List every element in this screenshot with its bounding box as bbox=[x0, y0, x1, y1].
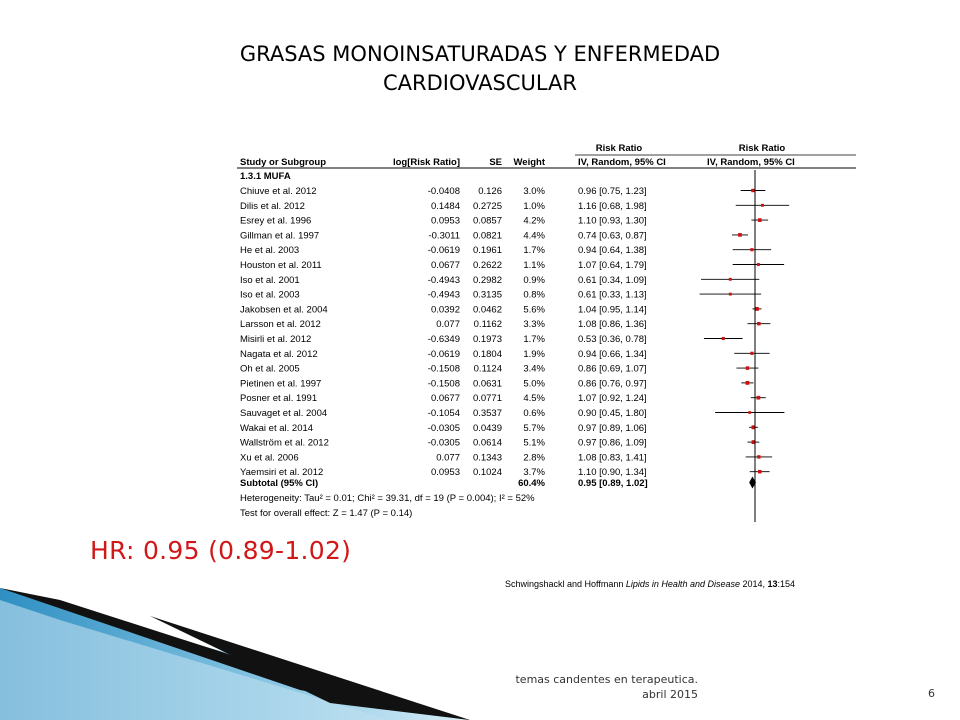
study-weight: 3.4% bbox=[523, 363, 545, 375]
study-ci: 0.74 [0.63, 0.87] bbox=[578, 230, 647, 242]
study-row bbox=[240, 230, 748, 241]
study-weight: 4.2% bbox=[523, 215, 545, 227]
point-estimate-marker bbox=[757, 455, 760, 458]
footer-line2: abril 2015 bbox=[642, 688, 698, 701]
study-log-rr: 0.0953 bbox=[430, 215, 460, 227]
point-estimate-marker bbox=[750, 248, 753, 251]
study-se: 0.0462 bbox=[472, 304, 502, 316]
study-ci: 0.53 [0.36, 0.78] bbox=[578, 334, 647, 345]
study-name: Esrey et al. 1996 bbox=[240, 215, 312, 227]
study-ci: 0.94 [0.66, 1.34] bbox=[578, 348, 647, 360]
study-name: Larsson et al. 2012 bbox=[240, 319, 321, 331]
point-estimate-marker bbox=[746, 366, 749, 369]
study-se: 0.0614 bbox=[472, 437, 502, 449]
study-log-rr: 0.0677 bbox=[430, 393, 460, 405]
point-estimate-marker bbox=[748, 411, 751, 414]
study-name: He et al. 2003 bbox=[240, 245, 300, 257]
study-weight: 1.0% bbox=[523, 200, 545, 212]
study-ci: 0.61 [0.34, 1.09] bbox=[578, 274, 647, 286]
slide-title-line1: GRASAS MONOINSATURADAS Y ENFERMEDAD bbox=[239, 42, 721, 66]
study-row bbox=[240, 467, 770, 478]
study-row bbox=[240, 260, 784, 271]
study-weight: 1.9% bbox=[523, 348, 545, 360]
study-se: 0.1343 bbox=[472, 452, 502, 464]
hazard-ratio-result: HR: 0.95 (0.89-1.02) bbox=[90, 536, 352, 565]
citation bbox=[505, 579, 795, 589]
study-row bbox=[240, 408, 784, 419]
study-weight: 0.9% bbox=[523, 274, 545, 286]
study-name: Xu et al. 2006 bbox=[240, 452, 299, 464]
point-estimate-marker bbox=[761, 204, 764, 207]
study-log-rr: -0.0305 bbox=[427, 437, 460, 449]
point-estimate-marker bbox=[758, 470, 762, 474]
study-weight: 1.1% bbox=[523, 260, 545, 271]
point-estimate-marker bbox=[751, 189, 754, 192]
point-estimate-marker bbox=[746, 381, 750, 385]
heterogeneity-text: Heterogeneity: Tau² = 0.01; Chi² = 39.31, df = 19 (P = 0.004); I² = 52% bbox=[240, 493, 535, 504]
study-log-rr: -0.0619 bbox=[427, 348, 460, 360]
study-ci: 0.86 [0.76, 0.97] bbox=[578, 378, 647, 390]
point-estimate-marker bbox=[738, 233, 742, 237]
study-se: 0.0857 bbox=[472, 215, 502, 227]
study-weight: 5.1% bbox=[523, 437, 545, 449]
col-study-header: Study or Subgroup bbox=[240, 157, 327, 168]
study-name: Chiuve et al. 2012 bbox=[240, 186, 317, 197]
study-name: Oh et al. 2005 bbox=[240, 363, 300, 375]
study-ci: 0.97 [0.89, 1.06] bbox=[578, 422, 647, 434]
study-log-rr: -0.1508 bbox=[427, 378, 460, 390]
subtotal-ci: 0.95 [0.89, 1.02] bbox=[578, 478, 648, 489]
study-ci: 0.96 [0.75, 1.23] bbox=[578, 186, 647, 197]
citation-volume: 13 bbox=[767, 579, 778, 589]
study-se: 0.1804 bbox=[472, 348, 502, 360]
study-weight: 4.5% bbox=[523, 393, 545, 405]
study-se: 0.2725 bbox=[472, 200, 502, 212]
study-weight: 2.8% bbox=[523, 452, 545, 464]
study-row bbox=[240, 378, 753, 389]
study-row bbox=[240, 186, 765, 197]
study-log-rr: -0.4943 bbox=[427, 274, 460, 286]
study-ci: 0.86 [0.69, 1.07] bbox=[578, 363, 647, 375]
footer-line1: temas candentes en terapeutica. bbox=[515, 673, 698, 686]
study-se: 0.3537 bbox=[472, 408, 502, 419]
point-estimate-marker bbox=[758, 218, 762, 222]
study-ci: 1.08 [0.83, 1.41] bbox=[578, 452, 647, 464]
study-log-rr: 0.0677 bbox=[430, 260, 460, 271]
subtotal-weight: 60.4% bbox=[518, 478, 545, 489]
header-risk-ratio-right: Risk Ratio bbox=[738, 143, 786, 154]
study-name: Wakai et al. 2014 bbox=[240, 422, 314, 434]
study-log-rr: -0.1054 bbox=[427, 408, 460, 419]
study-ci: 1.16 [0.68, 1.98] bbox=[578, 200, 647, 212]
study-se: 0.0821 bbox=[472, 230, 502, 242]
study-se: 0.0771 bbox=[472, 393, 502, 405]
col-log-header: log[Risk Ratio] bbox=[392, 157, 460, 168]
study-se: 0.1973 bbox=[472, 334, 502, 345]
point-estimate-marker bbox=[757, 263, 760, 266]
study-weight: 1.7% bbox=[523, 334, 545, 345]
study-se: 0.2622 bbox=[472, 260, 502, 271]
study-weight: 0.6% bbox=[523, 408, 545, 419]
study-log-rr: -0.1508 bbox=[427, 363, 460, 375]
study-log-rr: 0.077 bbox=[436, 452, 460, 464]
header-risk-ratio-left: Risk Ratio bbox=[595, 143, 643, 154]
study-row bbox=[240, 349, 770, 360]
study-row bbox=[240, 201, 789, 212]
study-name: Wallström et al. 2012 bbox=[240, 437, 329, 449]
study-row bbox=[240, 275, 759, 286]
study-se: 0.1961 bbox=[472, 245, 502, 257]
study-row bbox=[240, 438, 759, 449]
study-name: Dilis et al. 2012 bbox=[240, 200, 305, 212]
point-estimate-marker bbox=[722, 337, 725, 340]
subgroup-label: 1.3.1 MUFA bbox=[240, 171, 291, 182]
study-log-rr: -0.0408 bbox=[427, 186, 460, 197]
study-se: 0.0439 bbox=[472, 422, 502, 434]
study-row bbox=[240, 290, 761, 301]
study-row bbox=[240, 245, 771, 256]
study-ci: 0.61 [0.33, 1.13] bbox=[578, 289, 647, 301]
study-log-rr: -0.6349 bbox=[427, 334, 460, 345]
study-name: Posner et al. 1991 bbox=[240, 393, 318, 405]
study-name: Iso et al. 2001 bbox=[240, 274, 300, 286]
study-weight: 3.0% bbox=[523, 186, 545, 197]
study-row bbox=[240, 216, 768, 227]
citation-journal: Lipids in Health and Disease bbox=[625, 579, 740, 589]
citation-pages: :154 bbox=[777, 579, 796, 589]
study-row bbox=[240, 452, 772, 463]
study-weight: 1.7% bbox=[523, 245, 545, 257]
study-ci: 1.04 [0.95, 1.14] bbox=[578, 304, 647, 316]
citation-authors: Schwingshackl and Hoffmann bbox=[505, 579, 626, 589]
citation-year: 2014, bbox=[739, 579, 768, 589]
study-se: 0.1162 bbox=[473, 319, 502, 331]
study-se: 0.3135 bbox=[472, 289, 502, 301]
point-estimate-marker bbox=[757, 396, 761, 400]
study-weight: 5.0% bbox=[523, 378, 545, 390]
study-name: Sauvaget et al. 2004 bbox=[240, 408, 328, 419]
footer-text bbox=[460, 672, 698, 702]
study-name: Gillman et al. 1997 bbox=[240, 230, 320, 242]
study-ci: 0.94 [0.64, 1.38] bbox=[578, 245, 647, 257]
col-se-header: SE bbox=[489, 157, 502, 168]
study-name: Nagata et al. 2012 bbox=[240, 348, 318, 360]
subtotal-label: Subtotal (95% CI) bbox=[240, 478, 319, 489]
study-row bbox=[240, 364, 758, 375]
col-plot-header: IV, Random, 95% CI bbox=[707, 157, 795, 168]
point-estimate-marker bbox=[750, 352, 753, 355]
study-log-rr: -0.0305 bbox=[427, 422, 460, 434]
study-weight: 5.6% bbox=[523, 304, 545, 316]
col-weight-header: Weight bbox=[513, 157, 545, 168]
study-name: Yaemsiri et al. 2012 bbox=[240, 467, 324, 479]
study-ci: 1.07 [0.64, 1.79] bbox=[578, 260, 647, 271]
study-log-rr: -0.4943 bbox=[427, 289, 460, 301]
study-weight: 4.4% bbox=[523, 230, 545, 242]
point-estimate-marker bbox=[755, 307, 759, 311]
study-se: 0.1024 bbox=[472, 467, 502, 479]
study-log-rr: 0.0392 bbox=[430, 304, 460, 316]
study-name: Pietinen et al. 1997 bbox=[240, 378, 322, 390]
study-se: 0.126 bbox=[478, 186, 502, 197]
point-estimate-marker bbox=[757, 322, 760, 325]
col-ci-header: IV, Random, 95% CI bbox=[578, 157, 666, 168]
study-ci: 1.10 [0.90, 1.34] bbox=[578, 467, 647, 479]
study-se: 0.0631 bbox=[472, 378, 502, 390]
study-log-rr: -0.3011 bbox=[428, 230, 460, 242]
study-row bbox=[240, 319, 770, 330]
page-number: 6 bbox=[928, 687, 935, 700]
study-name: Houston et al. 2011 bbox=[240, 260, 322, 271]
study-weight: 3.3% bbox=[523, 319, 545, 331]
study-weight: 3.7% bbox=[523, 467, 545, 479]
study-weight: 5.7% bbox=[523, 422, 545, 434]
study-name: Iso et al. 2003 bbox=[240, 289, 300, 301]
study-ci: 0.97 [0.86, 1.09] bbox=[578, 437, 647, 449]
study-log-rr: 0.077 bbox=[436, 319, 460, 331]
point-estimate-marker bbox=[729, 293, 732, 296]
study-row bbox=[240, 334, 743, 345]
study-ci: 1.08 [0.86, 1.36] bbox=[578, 319, 647, 331]
study-se: 0.2982 bbox=[472, 274, 502, 286]
overall-effect-text: Test for overall effect: Z = 1.47 (P = 0.14) bbox=[240, 508, 413, 519]
study-weight: 0.8% bbox=[523, 289, 545, 301]
study-log-rr: 0.1484 bbox=[430, 200, 460, 212]
study-row bbox=[240, 393, 766, 404]
study-log-rr: -0.0619 bbox=[427, 245, 460, 257]
study-name: Misirli et al. 2012 bbox=[240, 334, 312, 345]
study-log-rr: 0.0953 bbox=[430, 467, 460, 479]
study-se: 0.1124 bbox=[473, 363, 502, 375]
study-row bbox=[240, 423, 758, 434]
study-row bbox=[240, 304, 762, 315]
study-ci: 1.07 [0.92, 1.24] bbox=[578, 393, 647, 405]
point-estimate-marker bbox=[729, 278, 732, 281]
slide-title-line2: CARDIOVASCULAR bbox=[382, 71, 578, 95]
study-name: Jakobsen et al. 2004 bbox=[240, 304, 328, 316]
study-ci: 1.10 [0.93, 1.30] bbox=[578, 215, 647, 227]
study-ci: 0.90 [0.45, 1.80] bbox=[578, 408, 647, 419]
